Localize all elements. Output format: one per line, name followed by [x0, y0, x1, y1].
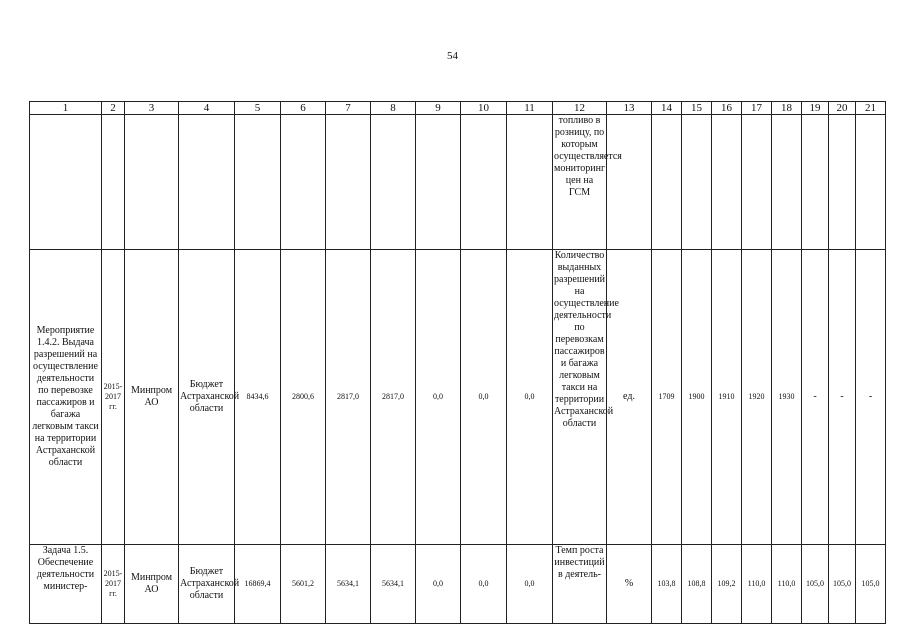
data-table [29, 101, 886, 624]
amount-cell: 5634,1 [371, 545, 416, 624]
table-cell [682, 115, 712, 250]
table-cell [507, 115, 553, 250]
amount-cell: 5601,2 [281, 545, 326, 624]
table-cell [235, 115, 281, 250]
amount-cell: 5634,1 [326, 545, 371, 624]
header-cell: 3 [125, 102, 179, 115]
amount-cell: 2817,0 [371, 250, 416, 545]
value-cell: 1910 [712, 250, 742, 545]
amount-cell: 8434,6 [235, 250, 281, 545]
indicator-cell: Темп роста инвестиций в деятель- [553, 545, 607, 624]
value-cell: 110,0 [742, 545, 772, 624]
table-row [30, 250, 886, 545]
header-cell: 5 [235, 102, 281, 115]
unit-cell: ед. [607, 250, 652, 545]
value-cell: - [856, 250, 886, 545]
table-cell [652, 115, 682, 250]
table-cell [461, 115, 507, 250]
header-cell: 4 [179, 102, 235, 115]
table-cell [416, 115, 461, 250]
value-cell: 105,0 [856, 545, 886, 624]
header-cell: 12 [553, 102, 607, 115]
amount-cell: 0,0 [507, 250, 553, 545]
indicator-cell: Количество выданных разрешений на осуществление деятельности по перевозкам пассажиров и багажа легковым такси на территории Астраханской области [553, 250, 607, 545]
table-cell [772, 115, 802, 250]
table-cell [371, 115, 416, 250]
value-cell: 103,8 [652, 545, 682, 624]
table-cell [712, 115, 742, 250]
value-cell: - [802, 250, 829, 545]
value-cell: 108,8 [682, 545, 712, 624]
table-cell [102, 115, 125, 250]
header-cell: 1 [30, 102, 102, 115]
header-cell: 13 [607, 102, 652, 115]
header-cell: 16 [712, 102, 742, 115]
header-cell: 7 [326, 102, 371, 115]
value-cell: 1709 [652, 250, 682, 545]
activity-name-cell: Мероприятие 1.4.2. Выдача разрешений на осуществление деятельности по перевозке пассажиров и багажа легковым такси на территории Астраханской области [30, 250, 102, 545]
table-cell [326, 115, 371, 250]
indicator-cell: топливо в розницу, по которым осуществляется мониторинг цен на ГСМ [553, 115, 607, 250]
amount-cell: 2817,0 [326, 250, 371, 545]
table-cell [179, 115, 235, 250]
funding-source-cell: Бюджет Астраханской области [179, 545, 235, 624]
header-cell: 10 [461, 102, 507, 115]
table-cell [856, 115, 886, 250]
table-cell [802, 115, 829, 250]
executor-cell: Минпром АО [125, 545, 179, 624]
table-row [30, 115, 886, 250]
executor-cell: Минпром АО [125, 250, 179, 545]
amount-cell: 0,0 [461, 545, 507, 624]
table-cell [829, 115, 856, 250]
value-cell: 109,2 [712, 545, 742, 624]
task-name-cell: Задача 1.5. Обеспечение деятельности министер- [30, 545, 102, 624]
value-cell: 105,0 [829, 545, 856, 624]
header-row [30, 102, 886, 115]
header-cell: 15 [682, 102, 712, 115]
table-cell [30, 115, 102, 250]
header-cell: 8 [371, 102, 416, 115]
page-number: 54 [447, 50, 458, 62]
header-cell: 17 [742, 102, 772, 115]
header-cell: 21 [856, 102, 886, 115]
value-cell: 110,0 [772, 545, 802, 624]
value-cell: - [829, 250, 856, 545]
value-cell: 105,0 [802, 545, 829, 624]
header-cell: 6 [281, 102, 326, 115]
amount-cell: 0,0 [507, 545, 553, 624]
header-cell: 20 [829, 102, 856, 115]
amount-cell: 2800,6 [281, 250, 326, 545]
amount-cell: 0,0 [416, 250, 461, 545]
value-cell: 1900 [682, 250, 712, 545]
header-cell: 9 [416, 102, 461, 115]
table-cell [125, 115, 179, 250]
table-row [30, 545, 886, 624]
table-cell [281, 115, 326, 250]
value-cell: 1920 [742, 250, 772, 545]
funding-source-cell: Бюджет Астраханской области [179, 250, 235, 545]
amount-cell: 16869,4 [235, 545, 281, 624]
header-cell: 14 [652, 102, 682, 115]
header-cell: 11 [507, 102, 553, 115]
amount-cell: 0,0 [416, 545, 461, 624]
table-cell [742, 115, 772, 250]
header-cell: 18 [772, 102, 802, 115]
table-cell [607, 115, 652, 250]
header-cell: 2 [102, 102, 125, 115]
value-cell: 1930 [772, 250, 802, 545]
period-cell: 2015-2017 гг. [102, 250, 125, 545]
period-cell: 2015-2017 гг. [102, 545, 125, 624]
amount-cell: 0,0 [461, 250, 507, 545]
unit-cell: % [607, 545, 652, 624]
header-cell: 19 [802, 102, 829, 115]
